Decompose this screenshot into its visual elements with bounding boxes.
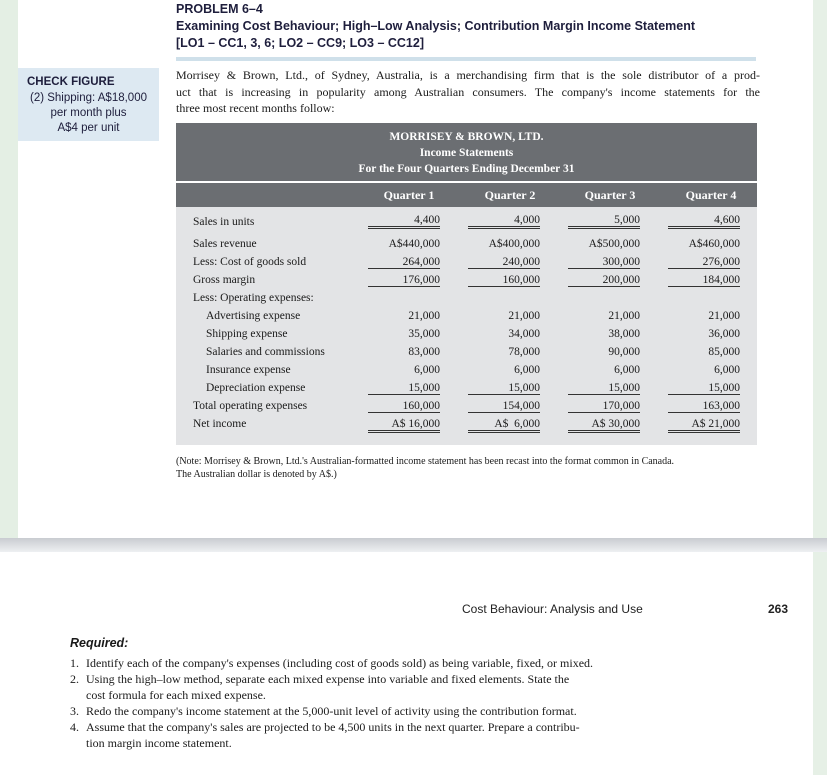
table-cell: 163,000 bbox=[668, 400, 740, 413]
row-label: Salaries and commissions bbox=[206, 346, 325, 358]
table-cell: A$ 6,000 bbox=[468, 418, 540, 433]
item-text: Assume that the company's sales are projected to be 4,500 units in the next quarter. Prepare a contribu- bbox=[86, 720, 580, 734]
column-header-quarter-1: Quarter 1 bbox=[383, 188, 435, 202]
table-cell: 276,000 bbox=[668, 256, 740, 269]
required-item bbox=[70, 656, 660, 672]
item-text: Identify each of the company's expenses (including cost of goods sold) as being variable, fixed, or mixed. bbox=[86, 656, 594, 670]
page-separator bbox=[0, 538, 827, 552]
table-cell: 200,000 bbox=[568, 274, 640, 287]
row-label: Sales revenue bbox=[193, 238, 257, 250]
table-column-header-band bbox=[176, 183, 757, 207]
table-cell: A$ 21,000 bbox=[668, 418, 740, 433]
row-label: Less: Operating expenses: bbox=[193, 292, 314, 304]
table-cell: 4,000 bbox=[468, 214, 540, 229]
table-cell: 4,400 bbox=[368, 214, 440, 229]
intro-paragraph bbox=[176, 67, 760, 117]
table-cell: 264,000 bbox=[368, 256, 440, 269]
page-number: 263 bbox=[768, 602, 789, 616]
table-note bbox=[176, 455, 761, 481]
table-cell: A$440,000 bbox=[388, 238, 440, 250]
table-cell: 85,000 bbox=[708, 346, 740, 358]
table-cell: 170,000 bbox=[568, 400, 640, 413]
table-cell: 15,000 bbox=[668, 382, 740, 395]
table-cell: A$500,000 bbox=[588, 238, 640, 250]
table-cell: 21,000 bbox=[708, 310, 740, 322]
table-cell: 240,000 bbox=[468, 256, 540, 269]
item-text: Using the high–low method, separate each mixed expense into variable and fixed elements. State the bbox=[86, 672, 570, 686]
right-margin-strip bbox=[813, 0, 827, 540]
table-cell: 176,000 bbox=[368, 274, 440, 287]
left-margin-strip bbox=[0, 0, 18, 540]
table-cell: 15,000 bbox=[568, 382, 640, 395]
table-cell: 184,000 bbox=[668, 274, 740, 287]
table-cell: 6,000 bbox=[614, 364, 640, 376]
table-cell: 36,000 bbox=[708, 328, 740, 340]
table-cell: A$460,000 bbox=[688, 238, 740, 250]
row-label: Insurance expense bbox=[206, 364, 291, 376]
table-cell: 21,000 bbox=[608, 310, 640, 322]
column-header-quarter-4: Quarter 4 bbox=[685, 188, 737, 202]
row-label: Net income bbox=[193, 418, 247, 430]
table-cell: 35,000 bbox=[408, 328, 440, 340]
check-figure-heading: CHECK FIGURE bbox=[27, 76, 115, 88]
row-label: Shipping expense bbox=[206, 328, 288, 340]
check-figure-line: A$4 per unit bbox=[57, 122, 120, 134]
table-cell: A$ 16,000 bbox=[368, 418, 440, 433]
table-cell: A$ 30,000 bbox=[568, 418, 640, 433]
table-cell: 160,000 bbox=[368, 400, 440, 413]
problem-number: PROBLEM 6–4 bbox=[176, 2, 263, 16]
learning-objectives: [LO1 – CC1, 3, 6; LO2 – CC9; LO3 – CC12] bbox=[176, 36, 424, 50]
statement-name: Income Statements bbox=[419, 147, 514, 159]
table-cell: 6,000 bbox=[414, 364, 440, 376]
item-number: 2. bbox=[70, 672, 79, 686]
row-label: Sales in units bbox=[193, 216, 255, 228]
right-margin-strip-lower bbox=[813, 552, 827, 775]
table-cell: 4,600 bbox=[668, 214, 740, 229]
running-head: Cost Behaviour: Analysis and Use bbox=[462, 602, 643, 616]
table-cell: 15,000 bbox=[468, 382, 540, 395]
table-cell: 5,000 bbox=[568, 214, 640, 229]
table-cell: 38,000 bbox=[608, 328, 640, 340]
column-header-quarter-2: Quarter 2 bbox=[484, 188, 536, 202]
column-header-quarter-3: Quarter 3 bbox=[584, 188, 636, 202]
table-cell: 90,000 bbox=[608, 346, 640, 358]
table-cell: 6,000 bbox=[714, 364, 740, 376]
intro-line: Morrisey & Brown, Ltd., of Sydney, Australia, is a merchandising firm that is the sole distributor of a prod- bbox=[176, 68, 760, 82]
row-label: Less: Cost of goods sold bbox=[193, 256, 307, 268]
check-figure-line: (2) Shipping: A$18,000 bbox=[29, 92, 147, 104]
company-name: MORRISEY & BROWN, LTD. bbox=[389, 131, 544, 143]
table-cell: 78,000 bbox=[508, 346, 540, 358]
table-cell: 83,000 bbox=[408, 346, 440, 358]
table-cell: 21,000 bbox=[408, 310, 440, 322]
table-cell: 21,000 bbox=[508, 310, 540, 322]
table-cell: 15,000 bbox=[368, 382, 440, 395]
item-text: Redo the company's income statement at the 5,000-unit level of activity using the contribution format. bbox=[86, 704, 577, 718]
row-label: Advertising expense bbox=[206, 310, 301, 322]
row-label: Gross margin bbox=[193, 274, 256, 286]
note-line: The Australian dollar is denoted by A$.) bbox=[176, 469, 337, 480]
note-line: (Note: Morrisey & Brown, Ltd.'s Australian-formatted income statement has been recast into the format common in Canada. bbox=[176, 456, 675, 467]
table-cell: 160,000 bbox=[468, 274, 540, 287]
required-item bbox=[70, 720, 660, 736]
check-figure-line: per month plus bbox=[50, 107, 127, 119]
problem-title: Examining Cost Behaviour; High–Low Analysis; Contribution Margin Income Statement bbox=[176, 19, 696, 33]
table-cell: 34,000 bbox=[508, 328, 540, 340]
required-item-continuation: cost formula for each mixed expense. bbox=[86, 688, 266, 702]
intro-line: three most recent months follow: bbox=[176, 101, 335, 115]
table-cell: 6,000 bbox=[514, 364, 540, 376]
table-cell: 154,000 bbox=[468, 400, 540, 413]
item-number: 3. bbox=[70, 704, 79, 718]
required-item-continuation: tion margin income statement. bbox=[86, 736, 232, 750]
statement-period: For the Four Quarters Ending December 31 bbox=[358, 163, 575, 175]
required-heading: Required: bbox=[70, 636, 129, 650]
item-number: 1. bbox=[70, 656, 79, 670]
required-item bbox=[70, 704, 660, 720]
row-label: Total operating expenses bbox=[193, 400, 308, 412]
item-number: 4. bbox=[70, 720, 79, 734]
row-label: Depreciation expense bbox=[206, 382, 306, 394]
table-cell: 300,000 bbox=[568, 256, 640, 269]
required-item bbox=[70, 672, 660, 688]
title-rule bbox=[176, 57, 756, 61]
intro-line: uct that is increasing in popularity among Australian consumers. The company's income statements for the bbox=[176, 84, 760, 99]
table-cell: A$400,000 bbox=[488, 238, 540, 250]
